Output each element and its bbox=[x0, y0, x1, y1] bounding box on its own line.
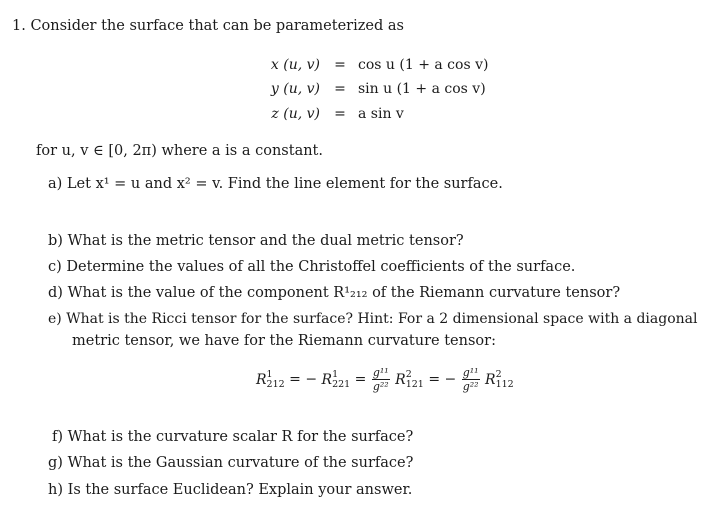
equation-y-lhs: y (u, v) bbox=[270, 81, 320, 97]
equation-z-rhs: a sin v bbox=[358, 106, 404, 122]
part-h-label: h) bbox=[48, 482, 63, 498]
equation-y-equals: = bbox=[334, 81, 346, 97]
equals-minus-3: = − bbox=[428, 371, 457, 388]
equation-y-rhs: sin u (1 + a cos v) bbox=[358, 81, 486, 97]
equation-z-lhs: z (u, v) bbox=[271, 106, 320, 122]
part-d bbox=[48, 285, 620, 301]
part-a-text: Let x¹ = u and x² = v. Find the line element for the surface. bbox=[66, 176, 503, 192]
part-a-label: a) bbox=[48, 176, 63, 192]
problem-heading bbox=[12, 18, 404, 34]
equation-x-rhs: cos u (1 + a cos v) bbox=[358, 57, 489, 73]
part-f-label: f) bbox=[52, 429, 64, 445]
problem-intro: Consider the surface that can be parameterized as bbox=[30, 18, 404, 34]
part-c-text: Determine the values of all the Christoffel coefficients of the surface. bbox=[66, 259, 576, 275]
metric-fraction-1: $\frac{\text{g¹¹}}{\text{g²²}}$ bbox=[372, 366, 389, 393]
part-d-text: What is the value of the component R¹₂₁₂ of the Riemann curvature tensor? bbox=[67, 285, 621, 301]
equals-2: = bbox=[354, 371, 367, 388]
problem-number: 1. bbox=[12, 18, 26, 34]
part-c-label: c) bbox=[48, 259, 62, 275]
part-b-label: b) bbox=[48, 233, 63, 249]
riemann-term-2: R 1 221 bbox=[321, 368, 351, 390]
equation-z-equals: = bbox=[334, 106, 346, 122]
part-h bbox=[48, 482, 412, 498]
equation-x-equals: = bbox=[334, 57, 346, 73]
part-g-label: g) bbox=[48, 455, 63, 471]
part-c bbox=[48, 259, 575, 275]
metric-fraction-2: $\frac{\text{g¹¹}}{\text{g²²}}$ bbox=[462, 366, 479, 393]
part-f bbox=[52, 429, 413, 445]
riemann-term-4: R 2 112 bbox=[485, 368, 514, 390]
part-d-label: d) bbox=[48, 285, 63, 301]
part-g-text: What is the Gaussian curvature of the surface? bbox=[67, 455, 414, 471]
riemann-term-3: R 2 121 bbox=[395, 368, 424, 390]
equals-minus-1: = − bbox=[289, 371, 318, 388]
part-e-text-1: What is the Ricci tensor for the surface? Hint: For a 2 dimensional space with a diagonal bbox=[66, 311, 698, 327]
part-b bbox=[48, 233, 464, 249]
equation-x-lhs: x (u, v) bbox=[270, 57, 320, 73]
part-e-continuation: metric tensor, we have for the Riemann curvature tensor: bbox=[72, 333, 496, 349]
part-e-label: e) bbox=[48, 311, 62, 327]
part-e bbox=[48, 311, 697, 327]
riemann-term-1: R 1 212 bbox=[256, 368, 285, 390]
domain-text: for u, v ∈ [0, 2π) where a is a constant. bbox=[36, 143, 323, 159]
part-h-text: Is the surface Euclidean? Explain your answer. bbox=[67, 482, 413, 498]
part-b-text: What is the metric tensor and the dual metric tensor? bbox=[67, 233, 464, 249]
part-f-text: What is the curvature scalar R for the surface? bbox=[67, 429, 414, 445]
riemann-hint-equation bbox=[256, 366, 514, 393]
part-g bbox=[48, 455, 413, 471]
part-a bbox=[48, 176, 503, 192]
